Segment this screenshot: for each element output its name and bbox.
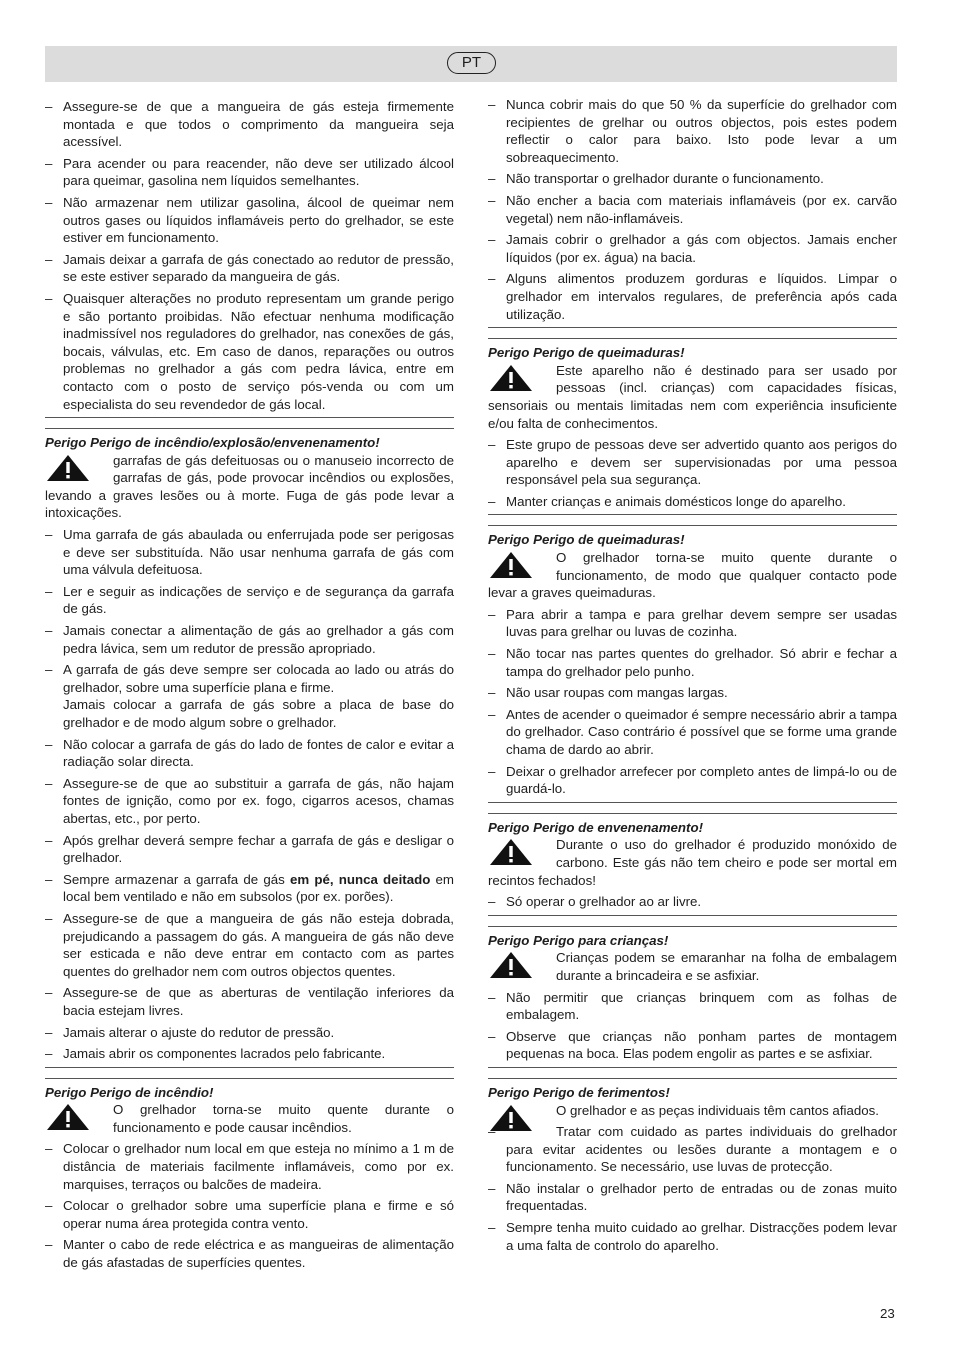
list-item: – Jamais cobrir o grelhador a gás com objectos. Jamais encher líquidos (por ex. água) na bacia.: [488, 231, 897, 266]
section-divider: [488, 327, 897, 339]
list-item-para: – A garrafa de gás deve sempre ser colocada ao lado ou atrás do grelhador, sobre uma superfície plana e firme.: [63, 662, 454, 695]
warning-triangle-icon: [488, 363, 534, 397]
emphasis-text: em pé, nunca deitado: [289, 871, 431, 887]
list-item: – Assegure-se de que a mangueira de gás esteja firmemente montada e que todos o comprimento da mangueira seja acessível.: [45, 98, 454, 151]
list-item: – Jamais alterar o ajuste do redutor de pressão.: [45, 1024, 454, 1042]
warning-intro: Durante o uso do grelhador é produzido monóxido de carbono. Este gás não tem cheiro e pode ser mortal em recintos fechados!: [488, 837, 897, 888]
warning-intro: garrafas de gás defeituosas ou o manuseio incorrecto de garrafas de gás, pode provocar incêndios ou explosões, levando a graves lesões ou à morte. Fuga de gás pode levar a intoxicações.: [45, 452, 454, 521]
list-item: – Tratar com cuidado as partes individuais do grelhador para evitar acidentes ou lesões durante a montagem e o funcionamento. Se necessário, use luvas de protecção.: [488, 1123, 897, 1176]
warning-intro: O grelhador torna-se muito quente durante o funcionamento, de modo que qualquer contacto pode levar a graves queimaduras.: [488, 550, 897, 601]
warning-list: [45, 526, 454, 1063]
warning-fire-explosion-poisoning: [45, 434, 454, 1063]
list-item: – Antes de acender o queimador é sempre necessário abrir a tampa do grelhador. Caso contrário é possível que se forme uma grande chama de dardo ao abrir.: [488, 706, 897, 759]
text-segment: Sempre armazenar a garrafa de gás: [63, 871, 290, 887]
list-item: – Manter crianças e animais domésticos longe do aparelho.: [488, 493, 897, 511]
warning-injuries: [488, 1084, 897, 1254]
list-item: – Não encher a bacia com materiais inflamáveis (por ex. carvão vegetal) nem não-inflamáveis.: [488, 192, 897, 227]
warning-title: Perigo Perigo de queimaduras!: [488, 345, 685, 361]
warning-poisoning: [488, 819, 897, 911]
warning-burns-persons: [488, 344, 897, 510]
list-item: – Após grelhar deverá sempre fechar a garrafa de gás e desligar o grelhador.: [45, 832, 454, 867]
list-item: – Sempre tenha muito cuidado ao grelhar. Distracções podem levar a uma falta de controlo do aparelho.: [488, 1219, 897, 1254]
list-item: [45, 661, 454, 731]
warning-intro: Crianças podem se emaranhar na folha de embalagem durante a brincadeira e se asfixiar.: [556, 950, 897, 983]
list-item: – Observe que crianças não ponham partes de montagem pequenas na boca. Elas podem engolir as partes e se asfixiar.: [488, 1028, 897, 1063]
list-item: – Colocar o grelhador sobre uma superfície plana e firme e só operar numa área protegida contra vento.: [45, 1197, 454, 1232]
section-divider: [45, 417, 454, 429]
list-item: – Jamais abrir os componentes lacrados pelo fabricante.: [45, 1045, 454, 1063]
warning-list: [488, 1123, 897, 1254]
warning-list: [45, 1140, 454, 1271]
left-column: [45, 98, 454, 1276]
warning-title: Perigo Perigo de ferimentos!: [488, 1084, 670, 1100]
page-number: 23: [880, 1306, 895, 1321]
warning-title: Perigo Perigo de incêndio!: [45, 1084, 214, 1100]
section-divider: [45, 1067, 454, 1079]
list-item: – Jamais conectar a alimentação de gás ao grelhador a gás com pedra lávica, sem um redutor de pressão apropriado.: [45, 622, 454, 657]
list-item: – Não transportar o grelhador durante o funcionamento.: [488, 170, 897, 188]
warning-list: [488, 893, 897, 911]
list-item: – Só operar o grelhador ao ar livre.: [488, 893, 897, 911]
warning-triangle-icon: [45, 453, 91, 487]
section-divider: [488, 915, 897, 927]
section-divider: [488, 514, 897, 526]
list-item: [45, 871, 454, 906]
list-item: – Manter o cabo de rede eléctrica e as mangueiras de alimentação de gás afastadas de superfícies quentes.: [45, 1236, 454, 1271]
list-item: – Assegure-se de que a mangueira de gás não esteja dobrada, prejudicando a passagem do gás. A mangueira de gás não deve ser esticada e não deve entrar em contacto com as partes quentes do grelhador nem com outros objectos quentes.: [45, 910, 454, 980]
warning-intro: O grelhador torna-se muito quente durante o funcionamento e pode causar incêndios.: [113, 1102, 454, 1135]
list-item: – Não colocar a garrafa de gás do lado de fontes de calor e evitar a radiação solar directa.: [45, 736, 454, 771]
list-item-para: Jamais colocar a garrafa de gás sobre a placa de base do grelhador e de modo algum sobre o grelhador.: [63, 697, 454, 730]
list-item: – Alguns alimentos produzem gorduras e líquidos. Limpar o grelhador em intervalos regulares, de preferência após cada utilização.: [488, 270, 897, 323]
list-item: – Para abrir a tampa e para grelhar devem sempre ser usadas luvas para grelhar ou luvas de cozinha.: [488, 606, 897, 641]
language-badge: PT: [447, 52, 496, 74]
list-item: – Assegure-se de que ao substituir a garrafa de gás, não hajam fontes de ignição, como por ex. fogo, cigarros acesos, chamas abertas, etc., por perto.: [45, 775, 454, 828]
right-column: [488, 96, 897, 1258]
right-list-general: [488, 96, 897, 323]
warning-title: Perigo Perigo de queimaduras!: [488, 532, 685, 548]
list-item: – Não armazenar nem utilizar gasolina, álcool de queimar nem outros gases ou líquidos inflamáveis perto do grelhador, se este estiver em funcionamento.: [45, 194, 454, 247]
left-list-general: [45, 98, 454, 413]
warning-fire: [45, 1084, 454, 1272]
list-item: – Colocar o grelhador num local em que esteja no mínimo a 1 m de distância de materiais facilmente inflamáveis, como por ex. marquises, terraços ou balcões de madeira.: [45, 1140, 454, 1193]
list-item: – Este grupo de pessoas deve ser advertido quanto aos perigos do aparelho e devem ser supervisionadas por uma pessoa responsável pela sua segurança.: [488, 436, 897, 489]
list-item: – Quaisquer alterações no produto representam um grande perigo e são portanto proibidas. Não efectuar nenhuma modificação inadmissível nos reguladores do grelhador, nas conexões de gás, bocais, válvulas, etc. Em caso de danos, reparações ou outros problemas no grelhador a gás com pedra lávica, entre em contacto com o posto de serviço pós-venda ou com um especialista do seu revendedor de gás local.: [45, 290, 454, 413]
warning-title: Perigo Perigo para crianças!: [488, 932, 669, 948]
warning-list: [488, 989, 897, 1063]
warning-intro: O grelhador e as peças individuais têm cantos afiados.: [556, 1102, 880, 1118]
list-item: – Não instalar o grelhador perto de entradas ou de zonas muito frequentadas.: [488, 1180, 897, 1215]
warning-title: Perigo Perigo de incêndio/explosão/envenenamento!: [45, 435, 380, 451]
list-item: – Assegure-se de que as aberturas de ventilação inferiores da bacia estejam livres.: [45, 984, 454, 1019]
warning-children: [488, 932, 897, 1063]
section-divider: [488, 1067, 897, 1079]
warning-triangle-icon: [488, 950, 534, 984]
warning-title: Perigo Perigo de envenenamento!: [488, 819, 704, 835]
section-divider: [488, 802, 897, 814]
list-item: – Não usar roupas com mangas largas.: [488, 684, 897, 702]
list-item: – Jamais deixar a garrafa de gás conectado ao redutor de pressão, se este estiver separado da mangueira de gás.: [45, 251, 454, 286]
list-item: – Ler e seguir as indicações de serviço e de segurança da garrafa de gás.: [45, 583, 454, 618]
warning-triangle-icon: [488, 837, 534, 871]
warning-triangle-icon: [488, 550, 534, 584]
list-item: – Para acender ou para reacender, não deve ser utilizado álcool para queimar, gasolina nem líquidos semelhantes.: [45, 155, 454, 190]
warning-list: [488, 606, 897, 798]
list-item: – Nunca cobrir mais do que 50 % da superfície do grelhador com recipientes de grelhar ou outros objectos, pois estes podem reflectir o calor para baixo. Isto pode levar a um sobreaquecimento.: [488, 96, 897, 166]
warning-intro: Este aparelho não é destinado para ser usado por pessoas (incl. crianças) com capacidades físicas, sensoriais ou mentais limitadas nem com experiência insuficiente e/ou falta de conhecimentos.: [488, 362, 897, 431]
warning-list: [488, 436, 897, 510]
list-item: – Uma garrafa de gás abaulada ou enferrujada pode ser perigosas e deve ser substituída. Não usar nenhuma garrafa de gás com uma válvula defeituosa.: [45, 526, 454, 579]
list-item: – Não permitir que crianças brinquem com as folhas de embalagem.: [488, 989, 897, 1024]
warning-burns-hot: [488, 531, 897, 797]
text-segment: em local bem ventilado e não em subsolos (por ex. porões).: [63, 871, 454, 905]
warning-triangle-icon: [45, 1102, 91, 1136]
list-item: – Deixar o grelhador arrefecer por completo antes de limpá-lo ou de guardá-lo.: [488, 763, 897, 798]
list-item: – Não tocar nas partes quentes do grelhador. Só abrir e fechar a tampa do grelhador pelo punho.: [488, 645, 897, 680]
